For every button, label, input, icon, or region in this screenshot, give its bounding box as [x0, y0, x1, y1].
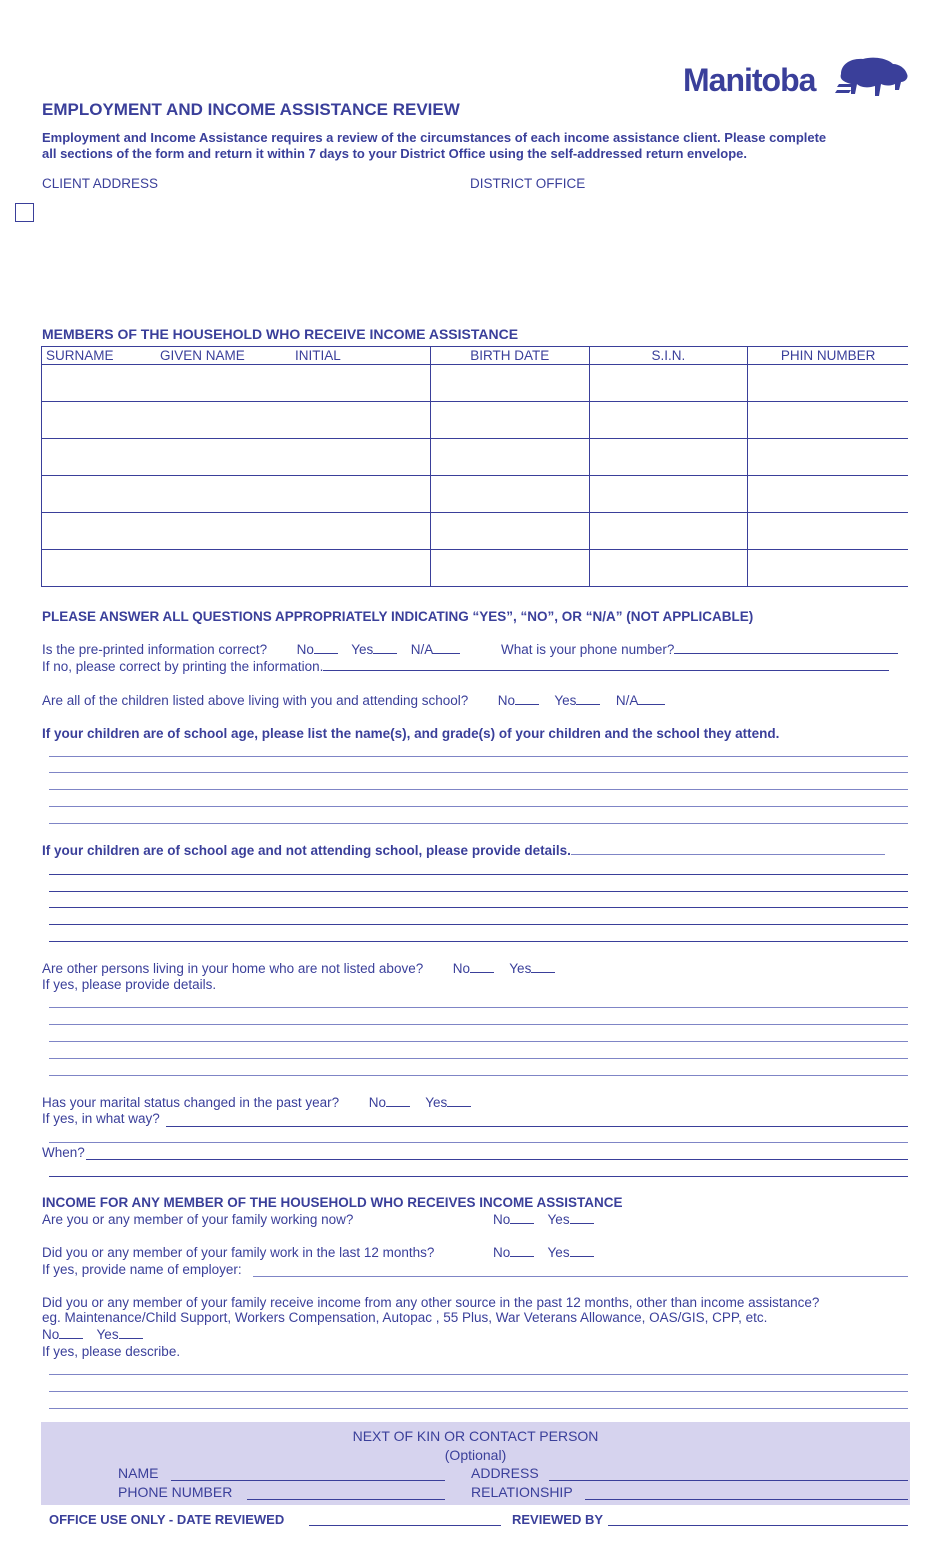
cell-birth[interactable] — [430, 476, 589, 513]
answer-yes-line[interactable] — [119, 1327, 143, 1339]
kin-address-input[interactable] — [549, 1480, 908, 1481]
answer-no-line[interactable] — [470, 961, 494, 973]
kin-name-label: NAME — [118, 1465, 159, 1481]
cell-phin[interactable] — [748, 550, 908, 587]
col-given-name: GIVEN NAME — [160, 348, 245, 363]
option-yes-label: Yes — [554, 693, 577, 708]
answer-no-line[interactable] — [510, 1212, 534, 1224]
answer-no-line[interactable] — [510, 1245, 534, 1257]
kin-address-label: ADDRESS — [471, 1465, 539, 1481]
correction-input-line[interactable] — [323, 659, 889, 671]
table-row — [42, 550, 909, 587]
option-yes-label: Yes — [547, 1245, 570, 1260]
col-phin: PHIN NUMBER — [748, 347, 908, 365]
client-address-label: CLIENT ADDRESS — [42, 176, 159, 191]
cell-sin[interactable] — [589, 513, 748, 550]
marital-when-line[interactable] — [49, 1176, 908, 1177]
not-attending-line[interactable] — [49, 907, 908, 908]
kin-relationship-input[interactable] — [585, 1499, 908, 1500]
option-yes-label: Yes — [509, 961, 532, 976]
next-of-kin-panel — [41, 1422, 910, 1505]
cell-name[interactable] — [42, 476, 431, 513]
not-attending-prompt-text: If your children are of school age and not attending school, please provide details. — [42, 843, 571, 858]
answer-no-line[interactable] — [515, 693, 539, 705]
option-na-label: N/A — [615, 693, 639, 708]
cell-birth[interactable] — [430, 402, 589, 439]
question-other-persons — [42, 961, 555, 977]
question-marital-status — [42, 1095, 471, 1111]
income-q-working-text: Are you or any member of your family working now? — [42, 1212, 354, 1227]
marital-way-label: If yes, in what way? — [42, 1111, 160, 1126]
other-persons-line[interactable] — [49, 1041, 908, 1042]
cell-sin[interactable] — [589, 476, 748, 513]
answer-no-line[interactable] — [314, 642, 338, 654]
cell-phin[interactable] — [748, 365, 908, 402]
answer-na-line[interactable] — [433, 642, 460, 654]
answer-yes-line[interactable] — [570, 1245, 594, 1257]
district-office-label: DISTRICT OFFICE — [470, 176, 586, 191]
income-q-worked-answers — [493, 1245, 594, 1261]
cell-birth[interactable] — [430, 439, 589, 476]
answer-yes-line[interactable] — [447, 1095, 471, 1107]
question-preprinted-text: Is the pre-printed information correct? — [42, 642, 268, 657]
answer-na-line[interactable] — [638, 693, 665, 705]
not-attending-input-line[interactable] — [571, 843, 885, 855]
manitoba-logo — [683, 54, 913, 102]
kin-phone-label: PHONE NUMBER — [118, 1484, 233, 1500]
col-surname: SURNAME — [46, 348, 114, 363]
phone-input-line[interactable] — [674, 642, 898, 654]
income-q-working-answers — [493, 1212, 594, 1228]
cell-phin[interactable] — [748, 513, 908, 550]
table-row — [42, 476, 909, 513]
not-attending-line[interactable] — [49, 891, 908, 892]
employer-label: If yes, provide name of employer: — [42, 1262, 242, 1277]
other-persons-line[interactable] — [49, 1024, 908, 1025]
question-children-school — [42, 693, 665, 709]
children-list-line[interactable] — [49, 823, 908, 824]
cell-birth[interactable] — [430, 513, 589, 550]
income-title: INCOME FOR ANY MEMBER OF THE HOUSEHOLD WHO RECEIVES INCOME ASSISTANCE — [42, 1195, 623, 1210]
marital-way-input-line[interactable] — [166, 1126, 908, 1127]
income-q-other-answers — [42, 1327, 143, 1343]
option-no-label: No — [296, 642, 314, 657]
income-describe-line[interactable] — [49, 1391, 908, 1392]
other-persons-line[interactable] — [49, 1007, 908, 1008]
preprinted-correction — [42, 659, 889, 675]
kin-optional: (Optional) — [444, 1447, 507, 1463]
cell-birth[interactable] — [430, 550, 589, 587]
other-persons-details-label: If yes, please provide details. — [42, 977, 217, 992]
col-initial: INITIAL — [295, 348, 341, 363]
cell-sin[interactable] — [589, 365, 748, 402]
table-row — [42, 439, 909, 476]
phone-question — [501, 642, 898, 658]
option-na-label: N/A — [410, 642, 434, 657]
option-yes-label: Yes — [96, 1327, 119, 1342]
marital-way-line[interactable] — [49, 1142, 908, 1143]
option-yes-label: Yes — [425, 1095, 448, 1110]
cell-name[interactable] — [42, 402, 431, 439]
option-yes-label: Yes — [351, 642, 374, 657]
kin-relationship-label: RELATIONSHIP — [471, 1484, 573, 1500]
income-q-other-examples: eg. Maintenance/Child Support, Workers Compensation, Autopac , 55 Plus, War Veterans Allowance, OAS/GIS, CPP, etc. — [42, 1310, 768, 1325]
table-row — [42, 513, 909, 550]
income-q-worked-text: Did you or any member of your family work in the last 12 months? — [42, 1245, 435, 1260]
cell-phin[interactable] — [748, 439, 908, 476]
option-yes-label: Yes — [547, 1212, 570, 1227]
phone-question-label: What is your phone number? — [501, 642, 675, 657]
cell-name[interactable] — [42, 550, 431, 587]
kin-name-input[interactable] — [171, 1480, 445, 1481]
answer-yes-line[interactable] — [576, 693, 600, 705]
logo-text: Manitoba — [683, 62, 816, 98]
income-describe-line[interactable] — [49, 1408, 908, 1409]
answer-yes-line[interactable] — [531, 961, 555, 973]
option-no-label: No — [368, 1095, 386, 1110]
income-describe-label: If yes, please describe. — [42, 1344, 181, 1359]
col-sin: S.I.N. — [589, 347, 748, 365]
office-reviewed-label: REVIEWED BY — [512, 1512, 604, 1527]
household-title: MEMBERS OF THE HOUSEHOLD WHO RECEIVE INCOME ASSISTANCE — [42, 326, 519, 342]
children-list-line[interactable] — [49, 789, 908, 790]
not-attending-line[interactable] — [49, 924, 908, 925]
cell-sin[interactable] — [589, 550, 748, 587]
question-other-persons-text: Are other persons living in your home who are not listed above? — [42, 961, 424, 976]
cell-phin[interactable] — [748, 476, 908, 513]
intro-text-line1: Employment and Income Assistance requires a review of the circumstances of each income assistance client. Please complete — [42, 130, 827, 145]
preprinted-correction-label: If no, please correct by printing the information. — [42, 659, 324, 674]
not-attending-prompt — [42, 843, 885, 859]
employer-input-line[interactable] — [253, 1276, 908, 1277]
marital-when-input-line[interactable] — [86, 1159, 908, 1160]
question-preprinted — [42, 642, 460, 658]
answer-yes-line[interactable] — [570, 1212, 594, 1224]
kin-title: NEXT OF KIN OR CONTACT PERSON — [352, 1428, 599, 1444]
not-attending-line[interactable] — [49, 874, 908, 875]
table-row — [42, 402, 909, 439]
office-date-input[interactable] — [309, 1525, 501, 1526]
household-table — [41, 346, 908, 587]
income-describe-line[interactable] — [49, 1374, 908, 1375]
page-title: EMPLOYMENT AND INCOME ASSISTANCE REVIEW — [42, 100, 460, 119]
other-persons-line[interactable] — [49, 1058, 908, 1059]
children-list-line[interactable] — [49, 756, 908, 757]
cell-sin[interactable] — [589, 439, 748, 476]
kin-phone-input[interactable] — [247, 1499, 445, 1500]
cell-name[interactable] — [42, 439, 431, 476]
cell-sin[interactable] — [589, 402, 748, 439]
answer-yes-line[interactable] — [373, 642, 397, 654]
cell-name[interactable] — [42, 365, 431, 402]
marital-when-label: When? — [42, 1145, 85, 1160]
col-birth-date: BIRTH DATE — [430, 347, 589, 365]
option-no-label: No — [497, 693, 516, 708]
instruction-heading: PLEASE ANSWER ALL QUESTIONS APPROPRIATELY INDICATING “YES”, “NO”, OR “N/A” (NOT APPLICABLE) — [42, 609, 754, 624]
intro-text-line2: all sections of the form and return it within 7 days to your District Office using the self-addressed return envelope. — [42, 146, 748, 161]
cell-name[interactable] — [42, 513, 431, 550]
question-marital-status-text: Has your marital status changed in the past year? — [42, 1095, 340, 1110]
not-attending-line[interactable] — [49, 941, 908, 942]
answer-no-line[interactable] — [59, 1327, 83, 1339]
children-list-line[interactable] — [49, 806, 908, 807]
answer-no-line[interactable] — [386, 1095, 410, 1107]
bison-icon — [835, 54, 911, 100]
table-row — [42, 365, 909, 402]
income-q-other-source: Did you or any member of your family receive income from any other source in the past 12 months, other than income assistance? — [42, 1295, 820, 1310]
question-children-school-text: Are all of the children listed above living with you and attending school? — [42, 693, 469, 708]
office-date-label: OFFICE USE ONLY - DATE REVIEWED — [49, 1512, 285, 1527]
children-list-line[interactable] — [49, 772, 908, 773]
name-column-header — [42, 347, 431, 365]
option-no-label: No — [42, 1327, 60, 1342]
option-no-label: No — [493, 1245, 511, 1260]
office-reviewed-input[interactable] — [608, 1525, 908, 1526]
cell-birth[interactable] — [430, 365, 589, 402]
option-no-label: No — [452, 961, 471, 976]
children-list-prompt: If your children are of school age, please list the name(s), and grade(s) of your children and the school they attend. — [42, 726, 780, 741]
other-persons-line[interactable] — [49, 1075, 908, 1076]
option-no-label: No — [493, 1212, 511, 1227]
address-checkbox[interactable] — [15, 203, 34, 222]
cell-phin[interactable] — [748, 402, 908, 439]
